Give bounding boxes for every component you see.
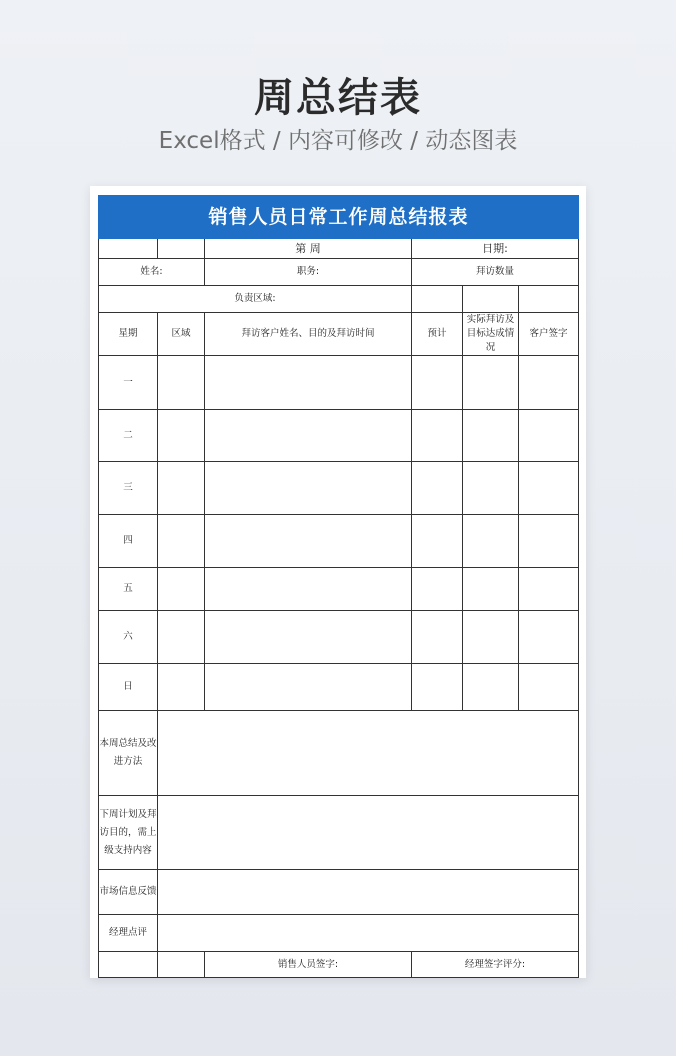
manager-review-label: 经理点评 xyxy=(99,915,158,952)
visit-detail-cell[interactable] xyxy=(205,611,412,664)
day-label: 四 xyxy=(99,515,158,568)
date-label: 日期: xyxy=(412,239,579,259)
header-visit-detail: 拜访客户姓名、目的及拜访时间 xyxy=(205,313,412,356)
client-sign-cell[interactable] xyxy=(519,462,579,515)
area-cell[interactable] xyxy=(158,611,205,664)
day-label: 日 xyxy=(99,664,158,711)
header-actual: 实际拜访及目标达成情况 xyxy=(463,313,519,356)
visit-count-label: 拜访数量 xyxy=(412,259,579,286)
visit-detail-cell[interactable] xyxy=(205,462,412,515)
header-planned: 预计 xyxy=(412,313,463,356)
next-plan-label: 下周计划及拜访目的，需上级支持内容 xyxy=(99,796,158,870)
header-client-sign: 客户签字 xyxy=(519,313,579,356)
header-weekday: 星期 xyxy=(99,313,158,356)
client-sign-cell[interactable] xyxy=(519,568,579,611)
week-label: 第 周 xyxy=(205,239,412,259)
planned-cell[interactable] xyxy=(412,568,463,611)
client-sign-cell[interactable] xyxy=(519,664,579,711)
market-feedback-field[interactable] xyxy=(158,870,579,915)
planned-cell[interactable] xyxy=(412,515,463,568)
area-cell[interactable] xyxy=(158,664,205,711)
planned-cell[interactable] xyxy=(412,664,463,711)
planned-cell[interactable] xyxy=(412,462,463,515)
client-sign-cell[interactable] xyxy=(519,515,579,568)
area-cell[interactable] xyxy=(158,568,205,611)
manager-review-field[interactable] xyxy=(158,915,579,952)
visit-detail-cell[interactable] xyxy=(205,515,412,568)
day-label: 六 xyxy=(99,611,158,664)
visit-count-planned-cell[interactable] xyxy=(412,286,463,313)
page-title: 周总结表 xyxy=(254,75,422,121)
day-label: 五 xyxy=(99,568,158,611)
blank-cell[interactable] xyxy=(99,952,158,978)
planned-cell[interactable] xyxy=(412,410,463,462)
report-title: 销售人员日常工作周总结报表 xyxy=(99,196,579,239)
visit-count-sign-cell[interactable] xyxy=(519,286,579,313)
area-cell[interactable] xyxy=(158,356,205,410)
visit-detail-cell[interactable] xyxy=(205,356,412,410)
sales-sign-label: 销售人员签字: xyxy=(205,952,412,978)
actual-cell[interactable] xyxy=(463,410,519,462)
name-label: 姓名: xyxy=(99,259,205,286)
area-cell[interactable] xyxy=(158,410,205,462)
actual-cell[interactable] xyxy=(463,356,519,410)
market-feedback-label: 市场信息反馈 xyxy=(99,870,158,915)
area-cell[interactable] xyxy=(158,515,205,568)
visit-detail-cell[interactable] xyxy=(205,410,412,462)
blank-cell[interactable] xyxy=(158,239,205,259)
weekly-summary-field[interactable] xyxy=(158,711,579,796)
day-label: 三 xyxy=(99,462,158,515)
visit-detail-cell[interactable] xyxy=(205,568,412,611)
next-plan-field[interactable] xyxy=(158,796,579,870)
client-sign-cell[interactable] xyxy=(519,410,579,462)
position-label: 职务: xyxy=(205,259,412,286)
page-subtitle: Excel格式 / 内容可修改 / 动态图表 xyxy=(158,128,518,154)
header-area: 区域 xyxy=(158,313,205,356)
actual-cell[interactable] xyxy=(463,462,519,515)
weekly-summary-label: 本周总结及改进方法 xyxy=(99,711,158,796)
client-sign-cell[interactable] xyxy=(519,611,579,664)
actual-cell[interactable] xyxy=(463,515,519,568)
report-grid xyxy=(98,195,578,969)
blank-cell[interactable] xyxy=(158,952,205,978)
actual-cell[interactable] xyxy=(463,664,519,711)
planned-cell[interactable] xyxy=(412,611,463,664)
planned-cell[interactable] xyxy=(412,356,463,410)
client-sign-cell[interactable] xyxy=(519,356,579,410)
actual-cell[interactable] xyxy=(463,611,519,664)
weekly-report-table xyxy=(98,195,579,978)
actual-cell[interactable] xyxy=(463,568,519,611)
visit-detail-cell[interactable] xyxy=(205,664,412,711)
report-sheet xyxy=(90,186,586,978)
manager-sign-label: 经理签字评分: xyxy=(412,952,579,978)
visit-count-actual-cell[interactable] xyxy=(463,286,519,313)
day-label: 二 xyxy=(99,410,158,462)
day-label: 一 xyxy=(99,356,158,410)
region-label: 负责区域: xyxy=(99,286,412,313)
area-cell[interactable] xyxy=(158,462,205,515)
blank-cell[interactable] xyxy=(99,239,158,259)
